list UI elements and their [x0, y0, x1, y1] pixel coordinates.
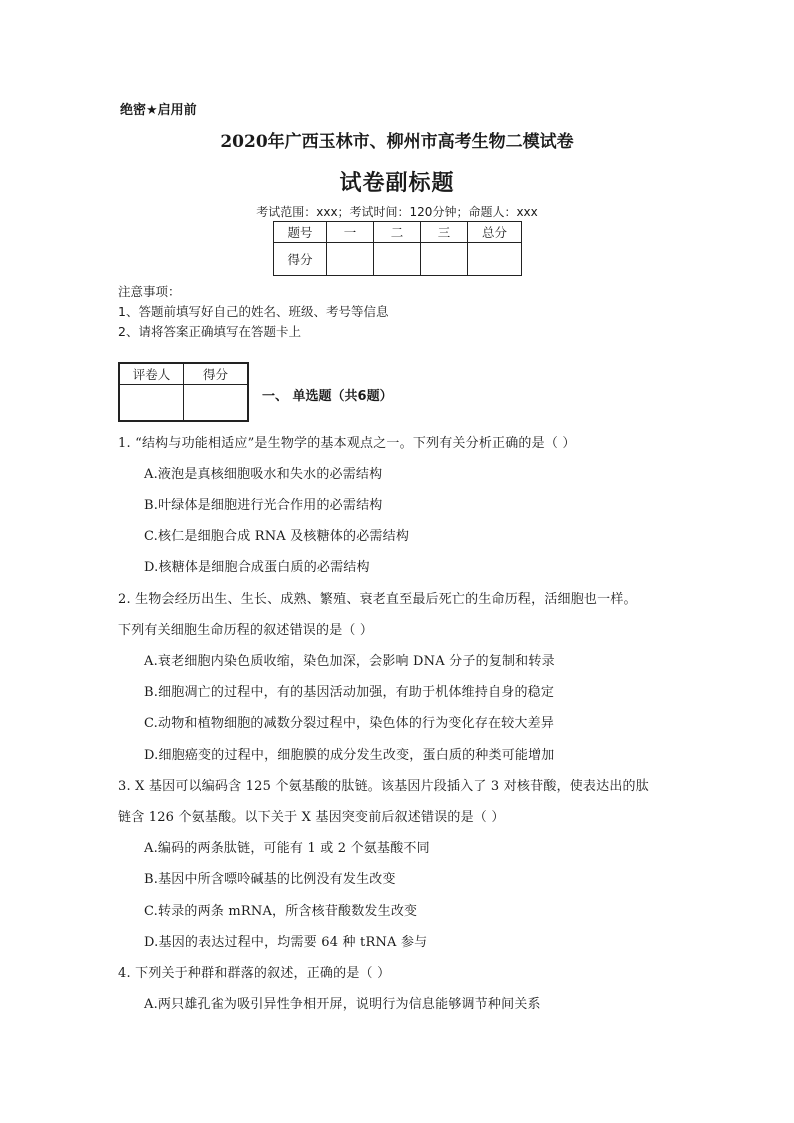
score-table — [273, 221, 522, 276]
question-stem: 1. “结构与功能相适应”是生物学的基本观点之一。下列有关分析正确的是（ ） — [118, 436, 576, 451]
grader-cell[interactable] — [119, 384, 184, 421]
question-stem: 4. 下列关于种群和群落的叙述，正确的是（ ） — [118, 966, 391, 981]
question-option: B.基因中所含嘌呤碱基的比例没有发生改变 — [144, 872, 396, 887]
question-stem: 3. X 基因可以编码含 125 个氨基酸的肽链。该基因片段插入了 3 对核苷酸，使表达出的肽 — [118, 779, 649, 794]
grader-table — [118, 362, 249, 422]
question-stem: 链含 126 个氨基酸。以下关于 X 基因突变前后叙述错误的是（ ） — [118, 810, 505, 825]
score-table-header: 三 — [421, 222, 468, 243]
page-subtitle: 试卷副标题 — [339, 171, 455, 196]
question-option: A.液泡是真核细胞吸水和失水的必需结构 — [144, 467, 383, 482]
notes-heading: 注意事项： — [118, 284, 181, 299]
confidential-label: 绝密★启用前 — [120, 103, 197, 118]
question-option: C.核仁是细胞合成 RNA 及核糖体的必需结构 — [144, 529, 410, 544]
score-cell[interactable] — [421, 243, 468, 276]
page-title: 2020年广西玉林市、柳州市高考生物二模试卷 — [220, 132, 574, 152]
note-item: 1、答题前填写好自己的姓名、班级、考号等信息 — [118, 304, 389, 319]
question-option: D.细胞癌变的过程中，细胞膜的成分发生改变，蛋白质的种类可能增加 — [144, 748, 555, 763]
grader-header: 得分 — [184, 363, 249, 384]
score-table-header: 题号 — [274, 222, 327, 243]
score-cell[interactable] — [374, 243, 421, 276]
score-cell[interactable] — [327, 243, 374, 276]
section-title: 一、 单选题（共6题） — [262, 389, 393, 404]
question-stem: 2. 生物会经历出生、生长、成熟、繁殖、衰老直至最后死亡的生命历程，活细胞也一样。 — [118, 592, 637, 607]
question-option: D.核糖体是细胞合成蛋白质的必需结构 — [144, 560, 370, 575]
question-option: C.动物和植物细胞的减数分裂过程中，染色体的行为变化存在较大差异 — [144, 716, 555, 731]
score-row-label: 得分 — [274, 243, 327, 276]
question-option: A.编码的两条肽链，可能有 1 或 2 个氨基酸不同 — [144, 841, 430, 856]
grader-cell[interactable] — [184, 384, 249, 421]
score-table-header: 一 — [327, 222, 374, 243]
question-option: A.两只雄孔雀为吸引异性争相开屏，说明行为信息能够调节种间关系 — [144, 997, 541, 1012]
score-table-header: 总分 — [468, 222, 522, 243]
question-option: A.衰老细胞内染色质收缩，染色加深，会影响 DNA 分子的复制和转录 — [144, 654, 555, 669]
question-option: C.转录的两条 mRNA，所含核苷酸数发生改变 — [144, 904, 418, 919]
score-table-header: 二 — [374, 222, 421, 243]
grader-header: 评卷人 — [119, 363, 184, 384]
question-option: D.基因的表达过程中，均需要 64 种 tRNA 参与 — [144, 935, 428, 950]
question-stem: 下列有关细胞生命历程的叙述错误的是（ ） — [118, 623, 374, 638]
score-cell[interactable] — [468, 243, 522, 276]
note-item: 2、请将答案正确填写在答题卡上 — [118, 324, 301, 339]
exam-info: 考试范围：xxx；考试时间：120分钟；命题人：xxx — [256, 205, 538, 219]
question-option: B.细胞凋亡的过程中，有的基因活动加强，有助于机体维持自身的稳定 — [144, 685, 555, 700]
question-option: B.叶绿体是细胞进行光合作用的必需结构 — [144, 498, 383, 513]
